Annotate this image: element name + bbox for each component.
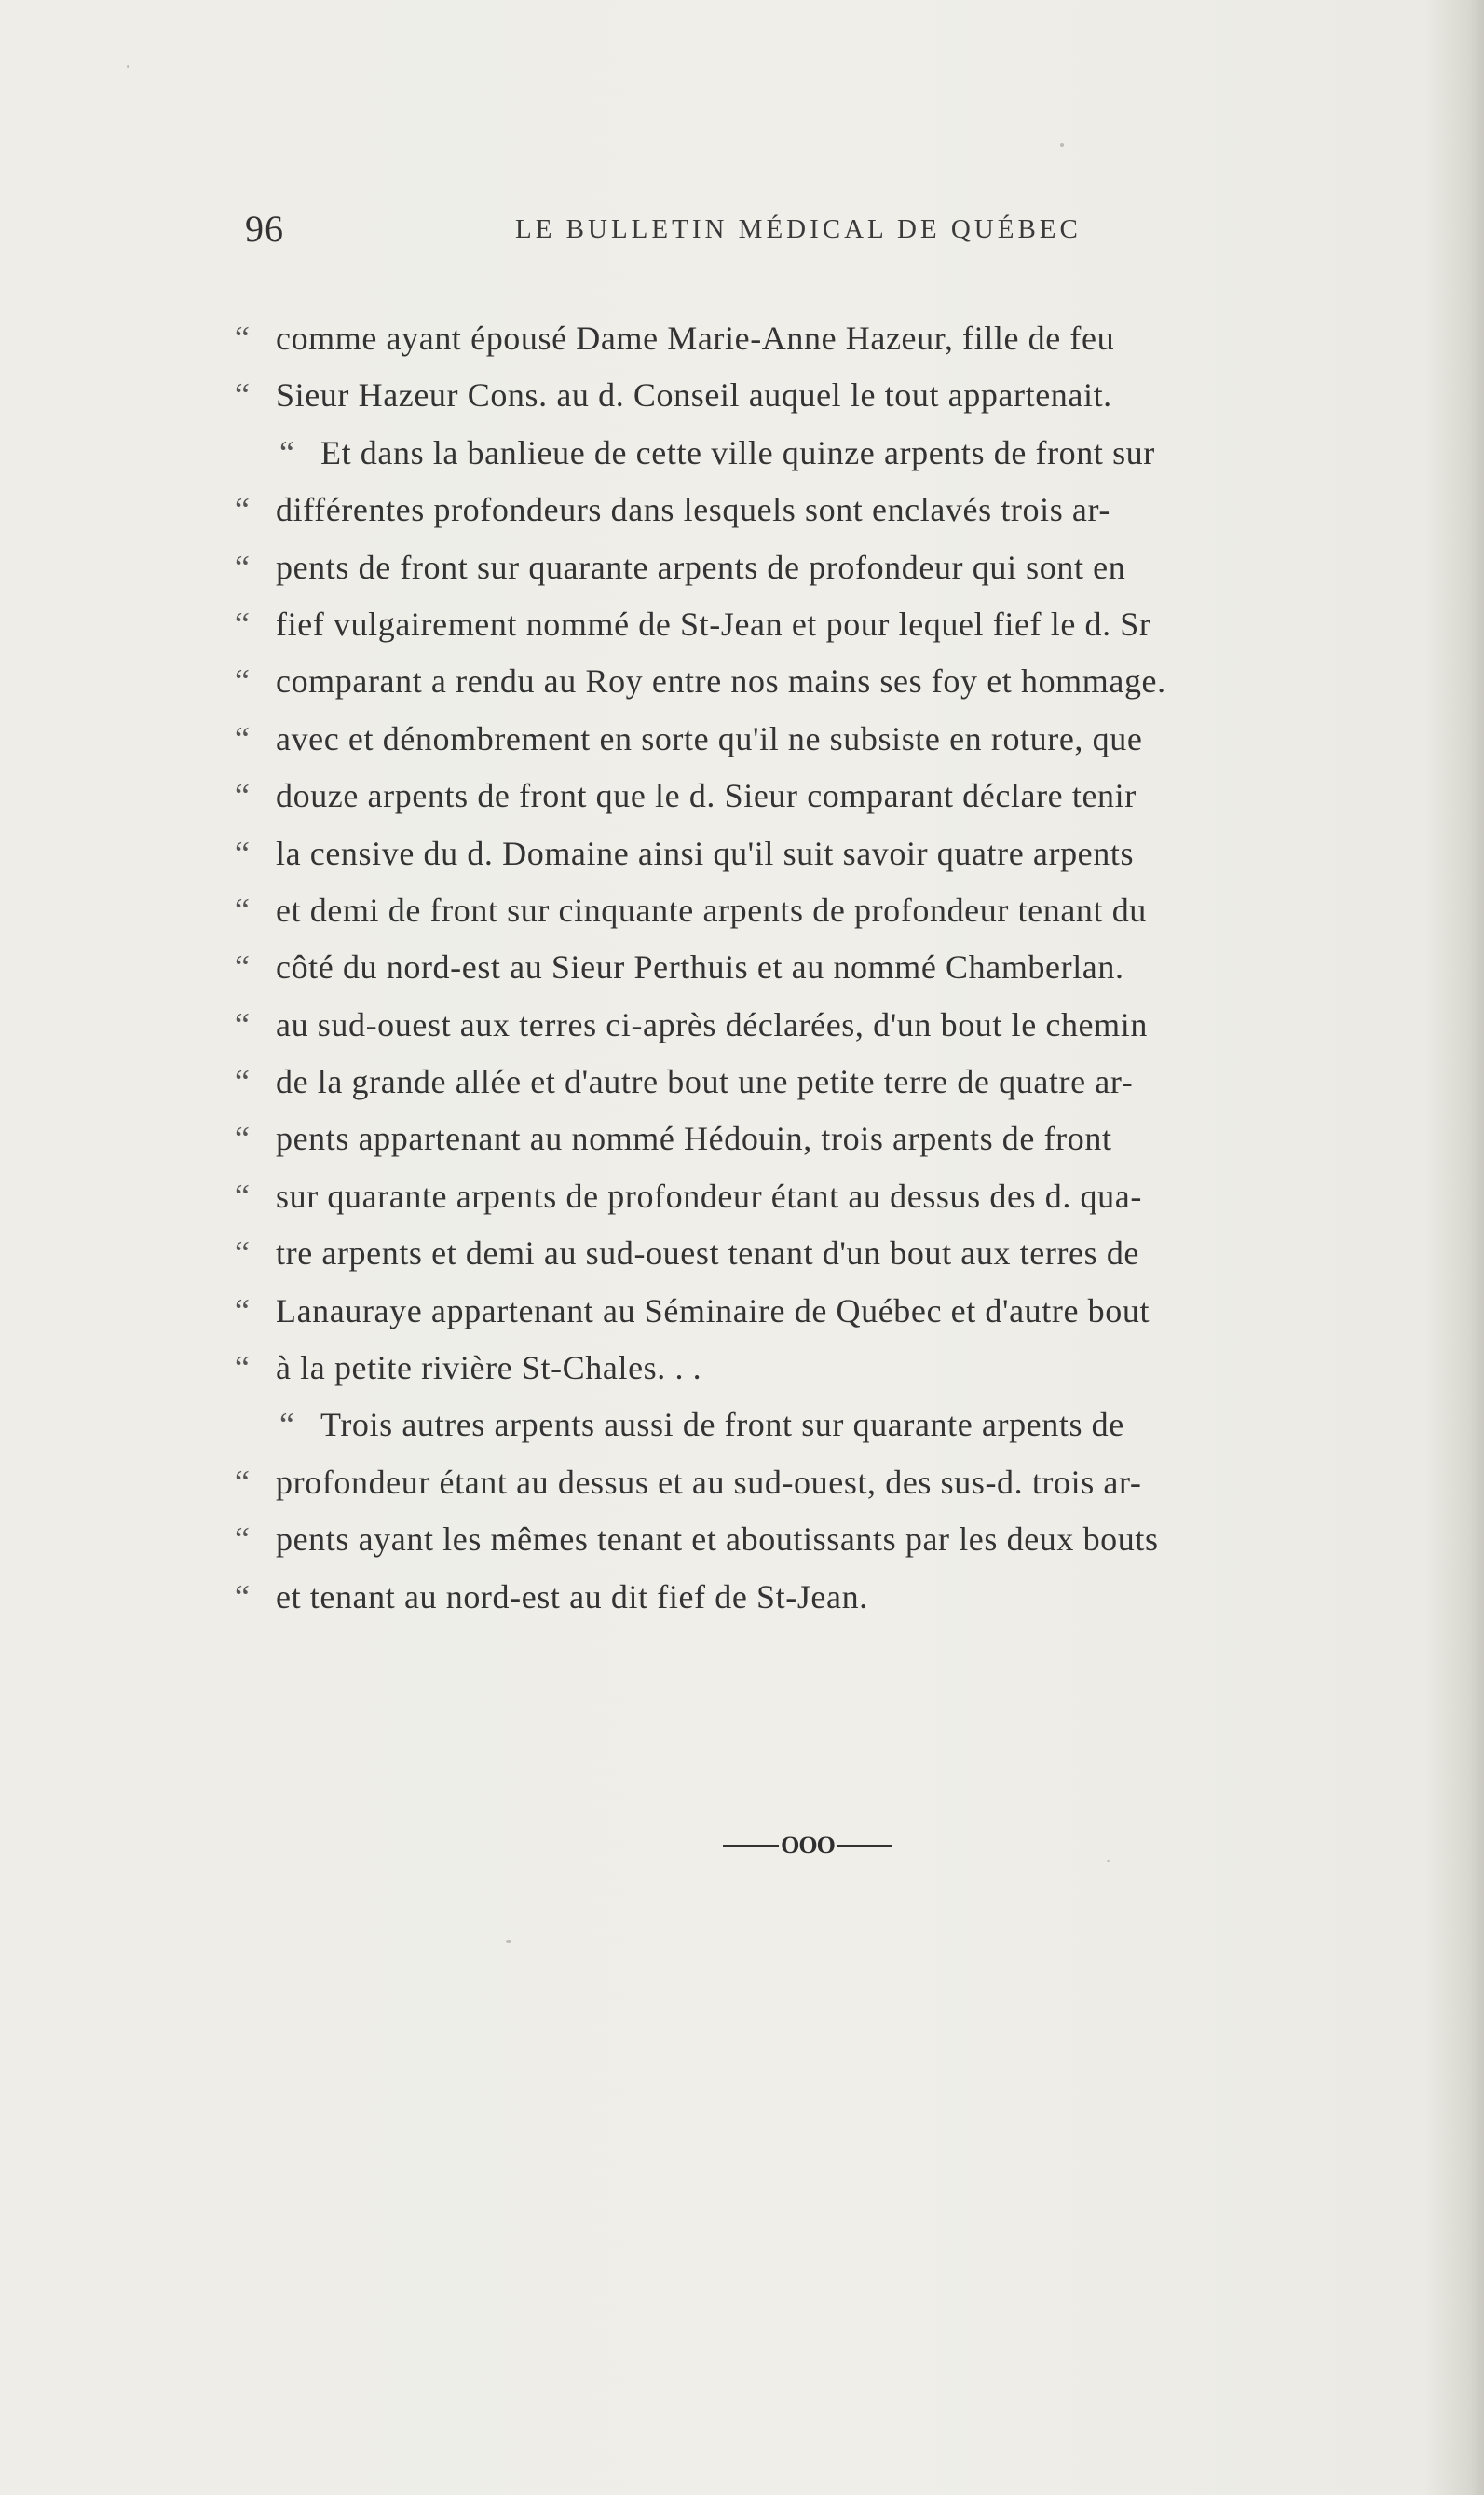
line-text: à la petite rivière St-Chales. . . <box>276 1349 702 1387</box>
ornament-circles: OOO <box>781 1832 835 1859</box>
line-text: la censive du d. Domaine ainsi qu'il suit savoir quatre arpents <box>276 834 1135 872</box>
text-line <box>235 768 1436 825</box>
text-line <box>235 1340 1436 1397</box>
text-line <box>235 367 1436 424</box>
line-text: Sieur Hazeur Cons. au d. Conseil auquel le tout appartenait. <box>276 376 1112 415</box>
line-text: différentes profondeurs dans lesquels sont enclavés trois ar- <box>276 491 1110 529</box>
paper-speck <box>506 1940 511 1943</box>
text-line <box>235 1054 1436 1111</box>
text-line <box>235 596 1436 653</box>
line-text: avec et dénombrement en sorte qu'il ne subsiste en roture, que <box>276 719 1143 757</box>
line-text: Lanauraye appartenant au Séminaire de Québec et d'autre bout <box>276 1291 1150 1329</box>
line-text: au sud-ouest aux terres ci-après déclarées, d'un bout le chemin <box>276 1005 1148 1043</box>
quote-mark: “ <box>235 548 250 586</box>
quote-mark: “ <box>279 1406 294 1444</box>
text-line <box>235 939 1436 996</box>
text-line <box>235 1111 1436 1167</box>
quote-mark: “ <box>235 777 250 815</box>
quote-mark: “ <box>235 662 250 701</box>
line-text: pents appartenant au nommé Hédouin, trois arpents de front <box>276 1120 1112 1158</box>
quote-mark: “ <box>235 1463 250 1501</box>
quote-mark: “ <box>235 1177 250 1215</box>
ornament-rule-right <box>837 1845 892 1847</box>
line-text: côté du nord-est au Sieur Perthuis et au nommé Chamberlan. <box>276 948 1124 987</box>
quote-mark: “ <box>235 1577 250 1616</box>
text-line <box>235 711 1436 768</box>
quote-mark: “ <box>235 834 250 872</box>
quote-mark: “ <box>279 433 294 471</box>
text-line-paragraph-start <box>235 1397 1436 1453</box>
text-line <box>235 1225 1436 1282</box>
line-text: pents ayant les mêmes tenant et aboutissants par les deux bouts <box>276 1520 1159 1559</box>
line-text: profondeur étant au dessus et au sud-ouest, des sus-d. trois ar- <box>276 1463 1142 1501</box>
quote-mark: “ <box>235 719 250 757</box>
ornament-rule-left <box>723 1845 779 1847</box>
line-text: comme ayant épousé Dame Marie-Anne Hazeur, fille de feu <box>276 320 1115 357</box>
quote-mark: “ <box>235 1349 250 1387</box>
page-number: 96 <box>245 208 284 250</box>
quote-mark: “ <box>235 1120 250 1158</box>
line-text: tre arpents et demi au sud-ouest tenant d'un bout aux terres de <box>276 1234 1140 1273</box>
line-text: de la grande allée et d'autre bout une petite terre de quatre ar- <box>276 1063 1134 1101</box>
line-text: et tenant au nord-est au dit fief de St-Jean. <box>276 1577 868 1616</box>
line-text: fief vulgairement nommé de St-Jean et pour lequel fief le d. Sr <box>276 605 1151 643</box>
quote-mark: “ <box>235 605 250 643</box>
text-line <box>235 1511 1436 1568</box>
line-text: comparant a rendu au Roy entre nos mains ses foy et hommage. <box>276 662 1166 701</box>
text-line <box>235 1569 1436 1626</box>
paper-speck <box>1060 143 1064 147</box>
running-head <box>245 207 1428 263</box>
paper-speck <box>127 65 129 68</box>
text-line <box>235 1454 1436 1511</box>
text-line <box>235 310 1436 367</box>
body-text <box>235 310 1436 1626</box>
quote-mark: “ <box>235 1005 250 1043</box>
text-line <box>235 482 1436 539</box>
quote-mark: “ <box>235 1063 250 1101</box>
journal-title: LE BULLETIN MÉDICAL DE QUÉBEC <box>515 214 1082 244</box>
quote-mark: “ <box>235 376 250 415</box>
paper-speck <box>1107 1860 1110 1862</box>
text-line-paragraph-start <box>235 425 1436 482</box>
text-line <box>235 539 1436 596</box>
text-line <box>235 1168 1436 1225</box>
quote-mark: “ <box>235 1520 250 1559</box>
line-text: pents de front sur quarante arpents de profondeur qui sont en <box>276 548 1126 586</box>
text-line <box>235 825 1436 882</box>
line-text: sur quarante arpents de profondeur étant au dessus des d. qua- <box>276 1177 1142 1215</box>
text-line <box>235 882 1436 939</box>
quote-mark: “ <box>235 491 250 529</box>
text-line <box>235 653 1436 710</box>
quote-mark: “ <box>235 1234 250 1273</box>
section-end-ornament <box>710 1832 905 1860</box>
quote-mark: “ <box>235 1291 250 1329</box>
quote-mark: “ <box>235 891 250 929</box>
quote-mark: “ <box>235 948 250 987</box>
line-text: Trois autres arpents aussi de front sur quarante arpents de <box>320 1406 1124 1444</box>
text-line <box>235 997 1436 1054</box>
line-text: douze arpents de front que le d. Sieur comparant déclare tenir <box>276 777 1137 815</box>
line-text: Et dans la banlieue de cette ville quinze arpents de front sur <box>320 433 1155 471</box>
text-line <box>235 1283 1436 1340</box>
line-text: et demi de front sur cinquante arpents de profondeur tenant du <box>276 891 1147 929</box>
quote-mark: “ <box>235 320 250 357</box>
